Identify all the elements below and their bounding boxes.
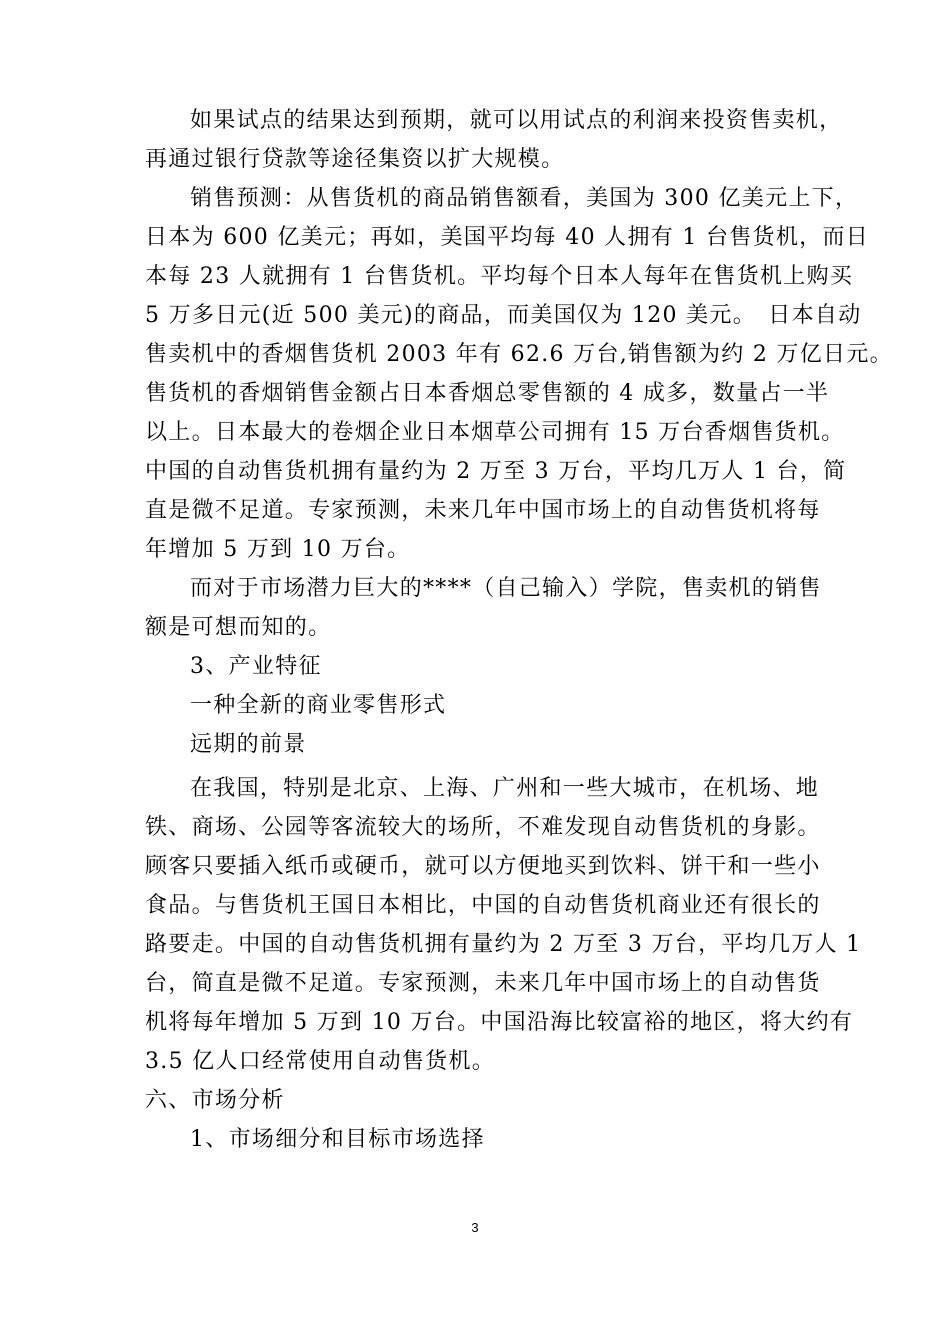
text-line: 如果试点的结果达到预期，就可以用试点的利润来投资售卖机， — [190, 108, 843, 133]
text-line: 1、市场细分和目标市场选择 — [190, 1127, 485, 1152]
page-number: 3 — [471, 1220, 479, 1235]
text-line: 售卖机中的香烟售货机 2003 年有 62.6 万台,销售额为约 2 万亿日元。 — [145, 342, 893, 367]
text-line: 直是微不足道。专家预测，未来几年中国市场上的自动售货机将每 — [145, 498, 821, 523]
text-line: 在我国，特别是北京、上海、广州和一些大城市，在机场、地 — [190, 776, 820, 801]
text-line: 而对于市场潜力巨大的****（自己输入）学院，售卖机的销售 — [190, 576, 822, 601]
text-line: 售货机的香烟销售金额占日本香烟总零售额的 4 成多，数量占一半 — [145, 381, 830, 406]
text-line: 年增加 5 万到 10 万台。 — [145, 537, 411, 562]
text-line: 一种全新的商业零售形式 — [190, 693, 447, 718]
text-line: 食品。与售货机王国日本相比，中国的自动售货机商业还有很长的 — [145, 893, 821, 918]
text-line: 以上。日本最大的卷烟企业日本烟草公司拥有 15 万台香烟售货机。 — [145, 420, 845, 445]
text-line: 远期的前景 — [190, 732, 307, 757]
text-line: 额是可想而知的。 — [145, 615, 332, 640]
text-line: 销售预测：从售货机的商品销售额看，美国为 300 亿美元上下， — [190, 186, 859, 211]
text-line: 铁、商场、公园等客流较大的场所，不难发现自动售货机的身影。 — [145, 815, 821, 840]
text-line: 机将每年增加 5 万到 10 万台。中国沿海比较富裕的地区，将大约有 — [145, 1010, 854, 1035]
text-line: 3、产业特征 — [190, 654, 322, 679]
text-line: 路要走。中国的自动售货机拥有量约为 2 万至 3 万台，平均几万人 1 — [145, 932, 862, 957]
text-line: 再通过银行贷款等途径集资以扩大规模。 — [145, 147, 565, 172]
text-line: 顾客只要插入纸币或硬币，就可以方便地买到饮料、饼干和一些小 — [145, 854, 821, 879]
text-line: 六、市场分析 — [145, 1088, 285, 1113]
text-line: 台，简直是微不足道。专家预测，未来几年中国市场上的自动售货 — [145, 971, 821, 996]
text-line: 5 万多日元(近 500 美元)的商品，而美国仅为 120 美元。 日本自动 — [145, 303, 862, 328]
text-line: 3.5 亿人口经常使用自动售货机。 — [145, 1049, 496, 1074]
text-line: 本每 23 人就拥有 1 台售货机。平均每个日本人每年在售货机上购买 — [145, 264, 854, 289]
text-line: 日本为 600 亿美元；再如，美国平均每 40 人拥有 1 台售货机，而日 — [145, 225, 870, 250]
text-line: 中国的自动售货机拥有量约为 2 万至 3 万台，平均几万人 1 台，简 — [145, 459, 847, 484]
